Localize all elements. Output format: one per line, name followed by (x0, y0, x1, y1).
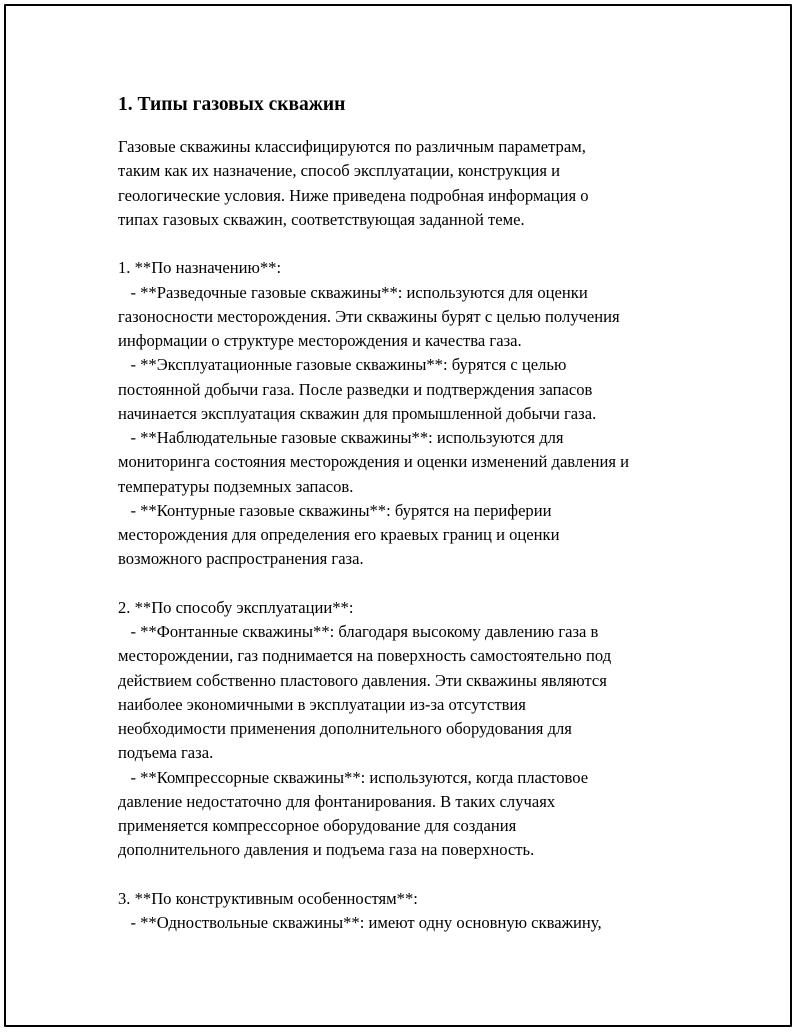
text-line: 1. **По назначению**: (118, 258, 282, 278)
blank-line (118, 572, 698, 596)
text-line: - **Компрессорные скважины**: используются, когда пластовое (118, 767, 589, 787)
text-line: 2. **По способу эксплуатации**: (118, 597, 354, 617)
text-line: - **Эксплуатационные газовые скважины**: бурятся с целью (118, 355, 567, 375)
text-line: таким как их назначение, способ эксплуатации, конструкция и (118, 161, 560, 181)
text-line: действием собственно пластового давления. Эти скважины являются (118, 670, 607, 690)
text-line: месторождении, газ поднимается на поверхность самостоятельно под (118, 646, 612, 666)
text-line: 3. **По конструктивным особенностям**: (118, 888, 418, 908)
text-line: геологические условия. Ниже приведена подробная информация о (118, 185, 589, 205)
text-line: - **Фонтанные скважины**: благодаря высокому давлению газа в (118, 622, 599, 641)
text-line: необходимости применения дополнительного оборудования для (118, 719, 572, 738)
text-line: возможного распространения газа. (118, 549, 364, 569)
text-line: информации о структуре месторождения и качества газа. (118, 331, 522, 350)
text-line: месторождения для определения его краевых границ и оценки (118, 525, 560, 544)
text-line: - **Наблюдательные газовые скважины**: используются для (118, 428, 564, 447)
blank-line (118, 863, 698, 887)
document-body (118, 93, 698, 935)
blank-line (118, 232, 698, 256)
text-line: дополнительного давления и подъема газа на поверхность. (118, 840, 535, 860)
text-line: газоносности месторождения. Эти скважины бурят с целью получения (118, 306, 620, 326)
text-line: подъема газа. (118, 743, 214, 763)
text-line: постоянной добычи газа. После разведки и подтверждения запасов (118, 379, 593, 399)
text-line: типах газовых скважин, соответствующая заданной теме. (118, 209, 525, 229)
document-text (118, 135, 698, 935)
text-line: применяется компрессорное оборудование для создания (118, 816, 517, 835)
text-line: - **Разведочные газовые скважины**: используются для оценки (118, 282, 588, 302)
text-line: Газовые скважины классифицируются по различным параметрам, (118, 137, 586, 156)
text-line: давление недостаточно для фонтанирования. В таких случаях (118, 791, 556, 811)
text-line: начинается эксплуатация скважин для промышленной добычи газа. (118, 403, 597, 423)
section-heading: 1. Типы газовых скважин (118, 94, 346, 115)
text-line: мониторинга состояния месторождения и оценки изменений давления и (118, 452, 629, 472)
text-line: - **Одноствольные скважины**: имеют одну основную скважину, (118, 913, 602, 932)
text-line: наиболее экономичными в эксплуатации из-за отсутствия (118, 694, 526, 714)
text-line: - **Контурные газовые скважины**: бурятся на периферии (118, 500, 552, 520)
text-line: температуры подземных запасов. (118, 476, 354, 496)
